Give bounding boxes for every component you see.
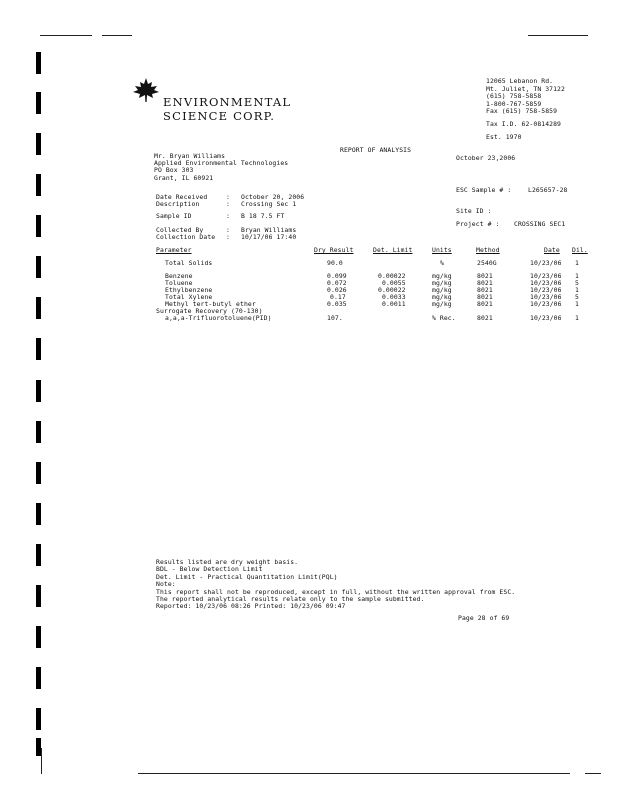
- table-row-result: 0.099: [327, 272, 347, 280]
- company-name: [163, 95, 291, 123]
- address-line: 1-800-767-5859: [486, 99, 542, 108]
- field-label: Collection Date: [156, 233, 216, 241]
- company-name-line1: ENVIRONMENTAL: [163, 95, 292, 109]
- table-row-dil: 1: [575, 300, 579, 308]
- table-row-date: 10/23/06: [530, 272, 562, 280]
- table-row-units: % Rec.: [432, 314, 456, 322]
- scan-edge-line: [41, 748, 42, 774]
- site-id-label: Site ID :: [456, 207, 492, 215]
- field-colon: :: [226, 212, 230, 220]
- tax-id: Tax I.D. 62-0814289: [486, 120, 562, 128]
- client-line: Mr. Bryan Williams: [154, 152, 226, 160]
- binder-mark: [36, 585, 41, 607]
- table-row-dil: 5: [575, 293, 579, 301]
- table-row-parameter: a,a,a-Trifluorotoluene(PID): [165, 314, 272, 322]
- binder-mark: [36, 462, 41, 484]
- table-row-result: 0.035: [327, 300, 347, 308]
- field-colon: :: [226, 200, 230, 208]
- field-label: Collected By: [156, 226, 204, 234]
- table-row-parameter: Surrogate Recovery (70-130): [156, 307, 263, 315]
- binder-mark: [36, 52, 41, 74]
- note-line: Note:: [156, 580, 176, 589]
- table-row-dil: 1: [575, 259, 579, 267]
- table-row-dil: 5: [575, 279, 579, 287]
- client-address: [154, 153, 288, 182]
- table-row-limit: 0.00022: [378, 272, 406, 280]
- note-line: Results listed are dry weight basis.: [156, 558, 299, 566]
- table-row-method: 8021: [477, 293, 493, 301]
- note-line: Reported: 10/23/06 08:26 Printed: 10/23/06 09:47: [156, 602, 346, 611]
- client-line: Grant, IL 60921: [154, 173, 214, 182]
- binder-mark: [36, 297, 41, 319]
- table-row-parameter: Benzene: [165, 272, 193, 280]
- scan-edge-line: [40, 35, 92, 36]
- scan-edge-line: [102, 35, 132, 36]
- binder-mark: [36, 380, 41, 402]
- table-row-dil: 1: [575, 286, 579, 294]
- table-row-units: mg/kg: [432, 293, 452, 301]
- client-line: PO Box 303: [154, 166, 194, 175]
- table-row-limit: 0.00022: [378, 286, 406, 294]
- note-line: Det. Limit - Practical Quantitation Limit(PQL): [156, 572, 338, 581]
- table-row-method: 8021: [477, 314, 493, 322]
- address-line: 12065 Lebanon Rd.: [486, 77, 554, 85]
- table-row-date: 10/23/06: [530, 259, 562, 267]
- table-row-method: 8021: [477, 279, 493, 287]
- table-row-method: 8021: [477, 300, 493, 308]
- binder-mark: [36, 92, 41, 114]
- report-date: October 23,2006: [456, 154, 516, 162]
- binder-mark: [36, 544, 41, 566]
- esc-sample-label: ESC Sample # :: [456, 186, 512, 194]
- binder-mark: [36, 174, 41, 196]
- date-received-value: October 20, 2006: [241, 193, 305, 201]
- field-colon: :: [226, 233, 230, 241]
- table-row-limit: 0.0033: [382, 293, 406, 301]
- col-header-dry-result: Dry Result: [314, 246, 354, 254]
- table-row-date: 10/23/06: [530, 314, 562, 322]
- address-line: Mt. Juliet, TN 37122: [486, 84, 565, 93]
- table-row-parameter: Toluene: [165, 279, 193, 287]
- table-row-parameter: Methyl tert-butyl ether: [165, 300, 256, 308]
- table-row-method: 8021: [477, 272, 493, 280]
- table-row-parameter: Total Solids: [165, 259, 213, 267]
- page-number: Page 28 of 69: [458, 614, 510, 622]
- table-row-parameter: Total Xylene: [165, 293, 213, 301]
- binder-mark: [36, 708, 41, 730]
- company-address: [486, 78, 565, 116]
- field-label: Date Received: [156, 193, 208, 201]
- binder-mark: [36, 338, 41, 360]
- table-row-date: 10/23/06: [530, 279, 562, 287]
- table-row-date: 10/23/06: [530, 300, 562, 308]
- description-value: Crossing Sec 1: [241, 200, 297, 208]
- table-row-parameter: Ethylbenzene: [165, 286, 213, 294]
- table-row-units: mg/kg: [432, 286, 452, 294]
- note-line: The reported analytical results relate only to the sample submitted.: [156, 595, 425, 604]
- address-line: (615) 758-5858: [486, 92, 542, 101]
- table-row-result: 0.17: [330, 293, 346, 301]
- table-row-limit: 0.0011: [382, 300, 406, 308]
- table-row-dil: 1: [575, 314, 579, 322]
- company-name-line2: SCIENCE CORP.: [163, 109, 276, 123]
- col-header-det-limit: Det. Limit: [373, 246, 413, 254]
- esc-sample-value: L265657-28: [528, 186, 568, 194]
- field-label: Sample ID: [156, 212, 192, 220]
- scan-edge-line: [585, 773, 601, 774]
- collection-date-value: 10/17/06 17:40: [241, 233, 297, 241]
- note-line: BDL - Below Detection Limit: [156, 565, 263, 574]
- table-row-units: mg/kg: [432, 300, 452, 308]
- binder-mark: [36, 256, 41, 278]
- col-header-dil: Dil.: [572, 246, 588, 254]
- report-notes: [156, 559, 515, 611]
- address-line: Fax (615) 758-5859: [486, 107, 558, 116]
- field-colon: :: [226, 226, 230, 234]
- sample-id-value: B 18 7.5 FT: [241, 212, 285, 220]
- table-row-method: 8021: [477, 286, 493, 294]
- table-row-result: 90.0: [327, 259, 343, 267]
- table-row-result: 0.026: [327, 286, 347, 294]
- table-row-date: 10/23/06: [530, 293, 562, 301]
- binder-mark: [36, 503, 41, 525]
- col-header-parameter: Parameter: [156, 246, 192, 254]
- col-header-method: Method: [476, 246, 500, 254]
- table-row-dil: 1: [575, 272, 579, 280]
- binder-mark: [36, 421, 41, 443]
- table-row-limit: 0.0055: [382, 279, 406, 287]
- col-header-date: Date: [544, 246, 560, 254]
- scan-edge-line: [528, 35, 588, 36]
- maple-leaf-logo-icon: [133, 78, 159, 106]
- table-row-result: 0.072: [327, 279, 347, 287]
- table-row-result: 107.: [327, 314, 343, 322]
- binder-mark: [36, 133, 41, 155]
- table-row-units: mg/kg: [432, 272, 452, 280]
- report-title: REPORT OF ANALYSIS: [340, 146, 412, 154]
- established: Est. 1970: [486, 133, 522, 141]
- table-row-units: %: [440, 259, 444, 267]
- collected-by-value: Bryan Williams: [241, 226, 297, 234]
- project-label: Project # :: [456, 220, 500, 228]
- table-row-units: mg/kg: [432, 279, 452, 287]
- client-line: Applied Environmental Technologies: [154, 159, 289, 168]
- binder-mark: [36, 626, 41, 648]
- table-row-method: 2540G: [477, 259, 497, 267]
- col-header-units: Units: [432, 246, 452, 254]
- note-line: This report shall not be reproduced, except in full, without the written approval from ESC.: [156, 587, 516, 596]
- table-row-date: 10/23/06: [530, 286, 562, 294]
- scan-edge-line: [138, 773, 570, 774]
- field-colon: :: [226, 193, 230, 201]
- field-label: Description: [156, 200, 200, 208]
- binder-mark: [36, 667, 41, 689]
- project-value: CROSSING SEC1: [514, 220, 566, 228]
- binder-mark: [36, 215, 41, 237]
